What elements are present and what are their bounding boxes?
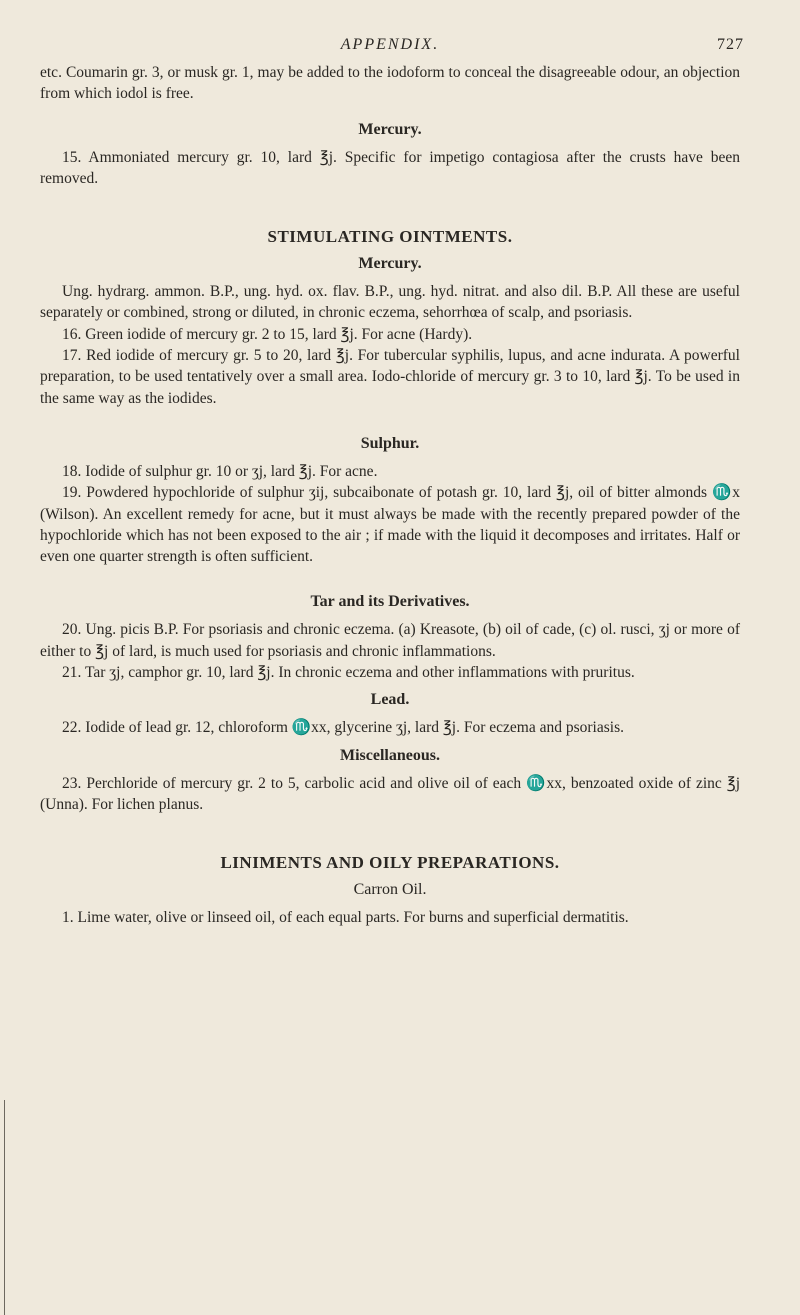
- sulphur-heading: Sulphur.: [360, 434, 420, 452]
- item-23: 23. Perchloride of mercury gr. 2 to 5, carbolic acid and olive oil of each ♏xx, benzoated oxide of zinc ℥j (Unna). For lichen planus.: [40, 774, 740, 813]
- page-number: 727: [717, 36, 744, 53]
- intro-paragraph: etc. Coumarin gr. 3, or musk gr. 1, may be added to the iodoform to conceal the disagreeable odour, an objection from which iodol is free.: [40, 64, 740, 103]
- item-17: 17. Red iodide of mercury gr. 5 to 20, lard ℥j. For tubercular syphilis, lupus, and acne indurata. A powerful preparation, to be used tentatively over a small area. Iodo-chloride of mercury gr. 3 to 10, lard ℥j. To be used in the same way as the iodides.: [40, 347, 740, 407]
- page-edge-line: [4, 1100, 5, 1315]
- item-16: 16. Green iodide of mercury gr. 2 to 15, lard ℥j. For acne (Hardy).: [62, 325, 473, 343]
- lead-heading: Lead.: [370, 691, 410, 709]
- running-head: [40, 36, 744, 62]
- item-21: 21. Tar ʒj, camphor gr. 10, lard ℥j. In chronic eczema and other inflammations with pruritus.: [62, 664, 635, 682]
- mercury-heading: Mercury.: [358, 120, 422, 138]
- miscellaneous-heading: Miscellaneous.: [340, 746, 440, 764]
- item-22: 22. Iodide of lead gr. 12, chloroform ♏xx, glycerine ʒj, lard ℥j. For eczema and psoriasis.: [62, 719, 624, 737]
- item-20: 20. Ung. picis B.P. For psoriasis and chronic eczema. (a) Kreasote, (b) oil of cade, (c) ol. rusci, ʒj or more of either to ℥j of lard, is much used for psoriasis and chronic inflammations.: [40, 621, 740, 660]
- liniment-item-1: 1. Lime water, olive or linseed oil, of each equal parts. For burns and superficial dermatitis.: [62, 909, 629, 927]
- liniments-heading: LINIMENTS AND OILY PREPARATIONS.: [220, 853, 560, 873]
- stimulating-ointments-heading: STIMULATING OINTMENTS.: [267, 227, 513, 247]
- stimulating-mercury-heading: Mercury.: [358, 255, 422, 273]
- tar-heading: Tar and its Derivatives.: [310, 593, 470, 611]
- item-18: 18. Iodide of sulphur gr. 10 or ʒj, lard ℥j. For acne.: [62, 462, 378, 480]
- book-page: [40, 36, 744, 929]
- item-19: 19. Powdered hypochloride of sulphur ʒij, subcaibonate of potash gr. 10, lard ℥j, oil of bitter almonds ♏x (Wilson). An excellent remedy for acne, but it must always be made with the recently prepared powder of the hypochloride which has not been exposed to the air ; if made with the liquid it decomposes and irritates. Half or even one quarter strength is often sufficient.: [40, 484, 740, 566]
- running-title: APPENDIX.: [340, 36, 440, 53]
- item-15: 15. Ammoniated mercury gr. 10, lard ℥j. Specific for impetigo contagiosa after the crusts have been removed.: [40, 148, 740, 187]
- carron-oil-heading: Carron Oil.: [353, 881, 427, 899]
- mercury-intro-paragraph: Ung. hydrarg. ammon. B.P., ung. hyd. ox. flav. B.P., ung. hyd. nitrat. and also dil. B.P. All these are useful separately or combined, strong or diluted, in chronic eczema, sehorrhœa of scalp, and psoriasis.: [40, 283, 740, 322]
